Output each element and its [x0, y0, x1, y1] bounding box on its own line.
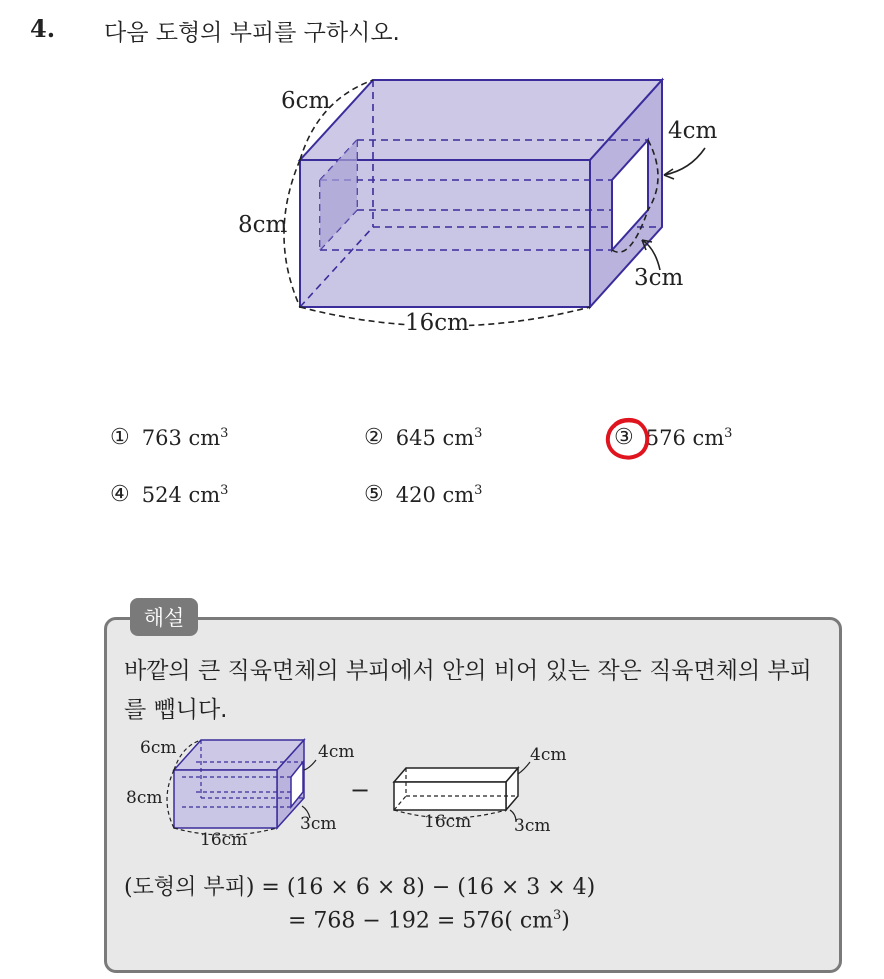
question-text: 다음 도형의 부피를 구하시오.: [104, 20, 400, 46]
small-height-label: 4cm: [530, 745, 567, 765]
big-solid-small: [167, 740, 316, 835]
big-height-label: 8cm: [126, 788, 163, 808]
choice-marker: ⑤: [364, 482, 384, 507]
depth-label: 6cm: [281, 88, 331, 114]
minus-sign: −: [350, 776, 371, 804]
height-label: 8cm: [238, 212, 288, 238]
choice-marker: ③: [614, 425, 634, 450]
length-label: 16cm: [405, 310, 469, 336]
hole-height-label: 4cm: [668, 118, 718, 144]
explanation-tab: 해설: [130, 598, 198, 636]
choice-marker: ①: [110, 425, 130, 450]
choice-marker: ④: [110, 482, 130, 507]
equation-line-2: = 768 − 192 = 576( $cm^3$): [288, 908, 570, 934]
choice-value: 576 $cm^3$: [645, 425, 733, 450]
explanation-text: 바깥의 큰 직육면체의 부피에서 안의 비어 있는 작은 직육면체의 부피를 뺍니다.: [124, 658, 812, 723]
choice-value: 763 $cm^3$: [141, 425, 229, 450]
small-length-label: 16cm: [424, 812, 472, 832]
equation-line-1: (도형의 부피) = (16 × 6 × 8) − (16 × 3 × 4): [124, 875, 596, 900]
choice-marker: ②: [364, 425, 384, 450]
big-length-label: 16cm: [200, 830, 248, 850]
choice-2[interactable]: [364, 425, 482, 450]
main-solid-figure: [0, 0, 884, 360]
question-number: 4.: [30, 14, 56, 43]
big-depth-label: 6cm: [140, 738, 177, 758]
big-hole-height-label: 4cm: [318, 742, 355, 762]
choice-value: 645 $cm^3$: [395, 425, 483, 450]
choice-1[interactable]: [110, 425, 228, 450]
answer-circle-mark: [600, 414, 656, 466]
choice-value: 420 $cm^3$: [395, 482, 483, 507]
choice-4[interactable]: [110, 482, 228, 507]
choice-5[interactable]: [364, 482, 482, 507]
choice-value: 524 $cm^3$: [141, 482, 229, 507]
big-hole-width-label: 3cm: [300, 814, 337, 834]
small-width-label: 3cm: [514, 816, 551, 836]
hole-width-label: 3cm: [634, 265, 684, 291]
